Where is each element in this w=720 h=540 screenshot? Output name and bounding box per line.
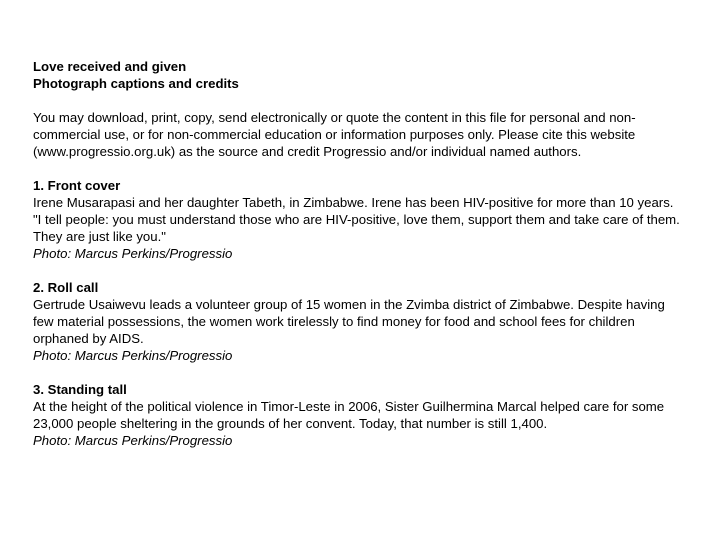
caption-item-text: Irene Musarapasi and her daughter Tabeth, in Zimbabwe. Irene has been HIV-positive for more than 10 years. "I tell people: you must understand those who are HIV-positive, love them, support them and take care of them. They are just like you." xyxy=(33,195,680,244)
caption-item-title: 2. Roll call xyxy=(33,280,99,295)
document-subtitle: Photograph captions and credits xyxy=(33,76,239,91)
caption-item-credit: Photo: Marcus Perkins/Progressio xyxy=(33,348,233,363)
usage-notice xyxy=(33,109,683,160)
caption-item-title: 1. Front cover xyxy=(33,178,121,193)
usage-notice-text: You may download, print, copy, send electronically or quote the content in this file for personal and non-commercial use, or for non-commercial education or information purposes only. Please cite this website (www.progressio.org.uk) as the source and credit Progressio and/or individual named authors. xyxy=(33,110,636,159)
caption-item-credit: Photo: Marcus Perkins/Progressio xyxy=(33,433,233,448)
document-title: Love received and given xyxy=(33,59,187,74)
caption-item-2 xyxy=(33,279,683,364)
caption-item-credit: Photo: Marcus Perkins/Progressio xyxy=(33,246,233,261)
caption-item-text: Gertrude Usaiwevu leads a volunteer group of 15 women in the Zvimba district of Zimbabwe. Despite having few material possessions, the women work tirelessly to find money for food and school fees for children orphaned by AIDS. xyxy=(33,297,665,346)
caption-item-title: 3. Standing tall xyxy=(33,382,127,397)
document-header xyxy=(33,58,683,92)
caption-item-3 xyxy=(33,381,683,449)
document-page xyxy=(33,58,683,466)
caption-item-text: At the height of the political violence in Timor-Leste in 2006, Sister Guilhermina Marcal helped care for some 23,000 people sheltering in the grounds of her convent. Today, that number is still 1,400. xyxy=(33,399,665,431)
caption-item-1 xyxy=(33,177,683,262)
